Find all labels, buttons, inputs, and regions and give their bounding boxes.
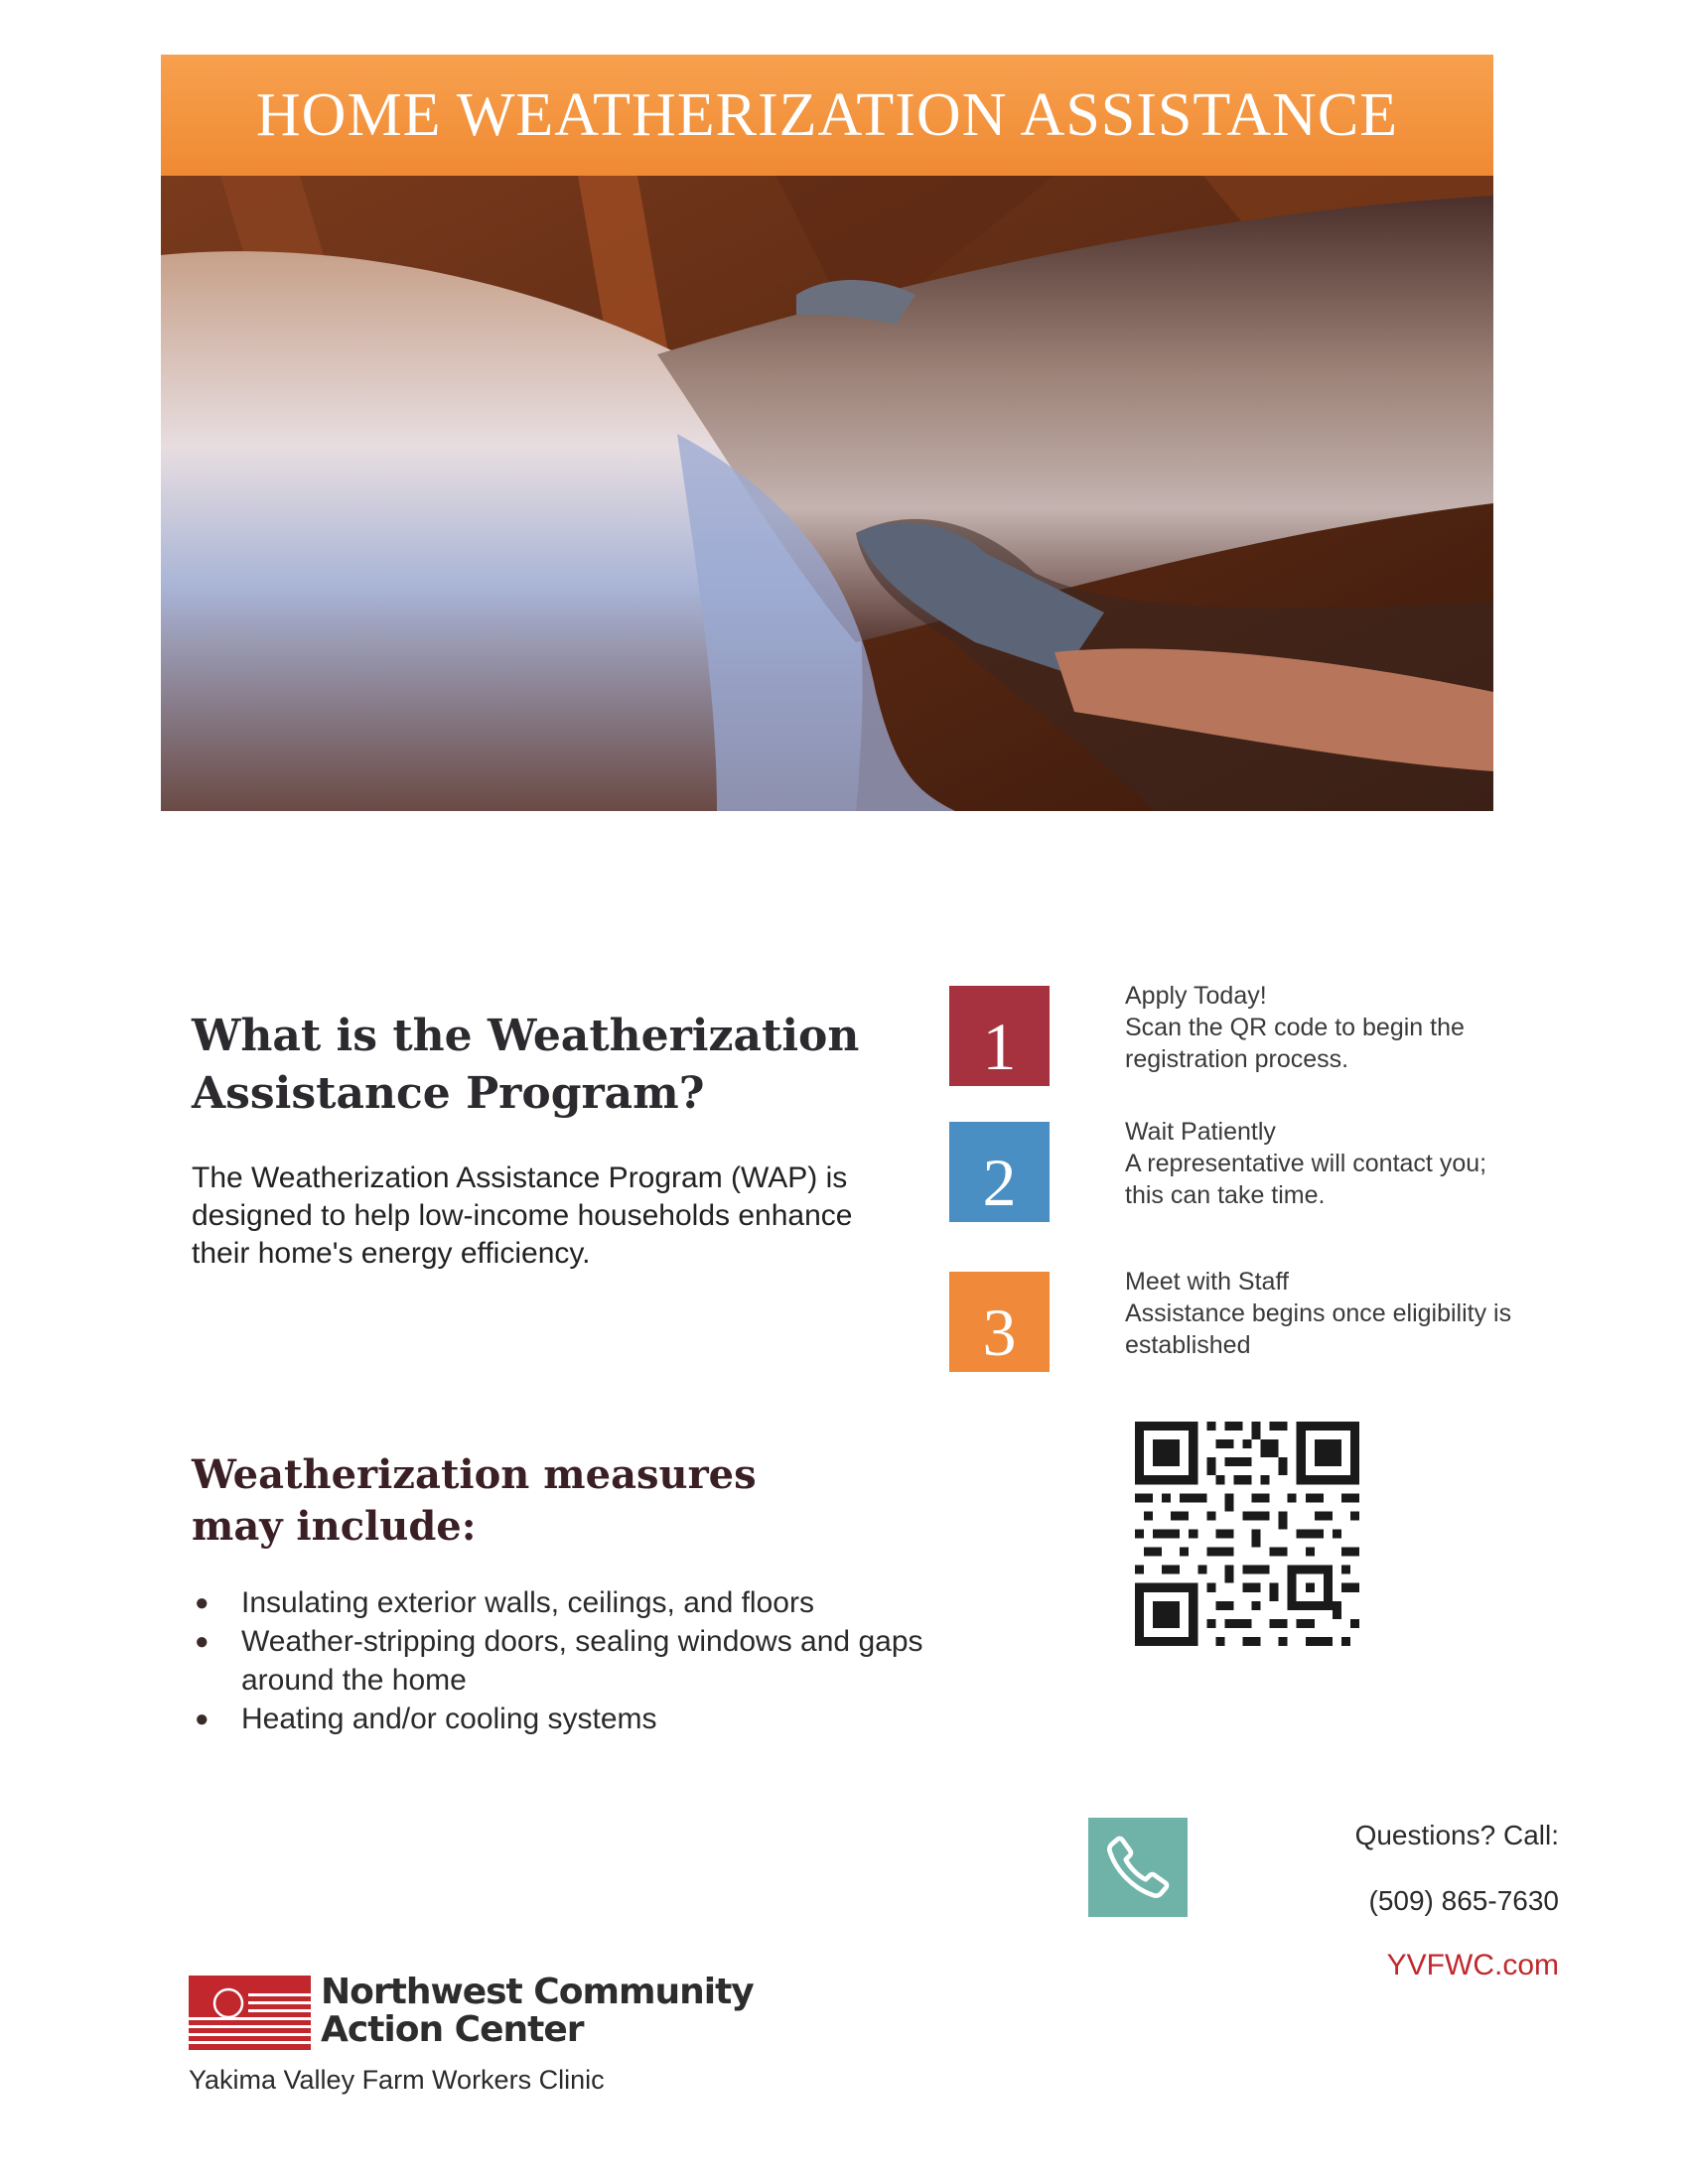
program-heading: What is the Weatherization Assistance Program? — [192, 1011, 860, 1119]
program-name: Weatherization Assistance — [251, 1161, 601, 1194]
step-1-desc: Scan the QR code to begin the registration process. — [1125, 1014, 1465, 1073]
bullet-icon: ● — [195, 1589, 210, 1616]
step-1 — [949, 982, 1505, 1085]
list-item: ● Weather-stripping doors, sealing windows and gaps around the home — [192, 1622, 946, 1700]
org-subtitle: Yakima Valley Farm Workers Clinic — [189, 2065, 605, 2095]
step-3-number: 3 — [949, 1272, 1050, 1372]
step-1-number: 1 — [949, 986, 1050, 1086]
org-name: Northwest Community Action Center — [321, 1972, 754, 2050]
step-2-number: 2 — [949, 1122, 1050, 1222]
program-description: The Weatherization Assistance Program (WAP) is designed to help low-income households enhance their home's energy efficiency. — [192, 1161, 853, 1270]
phone-number[interactable]: (509) 865-7630 — [1368, 1885, 1559, 1916]
hero-photo — [161, 176, 1493, 811]
org-logo-icon — [189, 1976, 311, 2050]
step-1-title: Apply Today! — [1125, 982, 1267, 1010]
title-banner — [161, 55, 1493, 176]
list-item: ● Insulating exterior walls, ceilings, and floors — [192, 1583, 946, 1622]
qr-code-icon[interactable] — [1135, 1422, 1359, 1646]
step-3-desc: Assistance begins once eligibility is established — [1125, 1299, 1512, 1359]
bullet-icon: ● — [195, 1706, 210, 1732]
step-2-title: Wait Patiently — [1125, 1118, 1276, 1146]
list-item: ● Heating and/or cooling systems — [192, 1700, 946, 1738]
website-link[interactable]: YVFWC.com — [1386, 1949, 1559, 1981]
phone-icon — [1088, 1818, 1188, 1917]
bullet-icon: ● — [195, 1628, 210, 1655]
contact-info — [1281, 1819, 1559, 1983]
step-2-desc: A representative will contact you; this can take time. — [1125, 1150, 1487, 1209]
measures-heading: Weatherization measures may include: — [192, 1451, 757, 1550]
page-title: HOME WEATHERIZATION ASSISTANCE — [255, 80, 1399, 149]
step-3-title: Meet with Staff — [1125, 1268, 1289, 1296]
step-2 — [949, 1118, 1505, 1221]
measures-list — [192, 1583, 946, 1738]
step-3 — [949, 1268, 1512, 1371]
questions-label: Questions? Call: — [1354, 1820, 1559, 1850]
